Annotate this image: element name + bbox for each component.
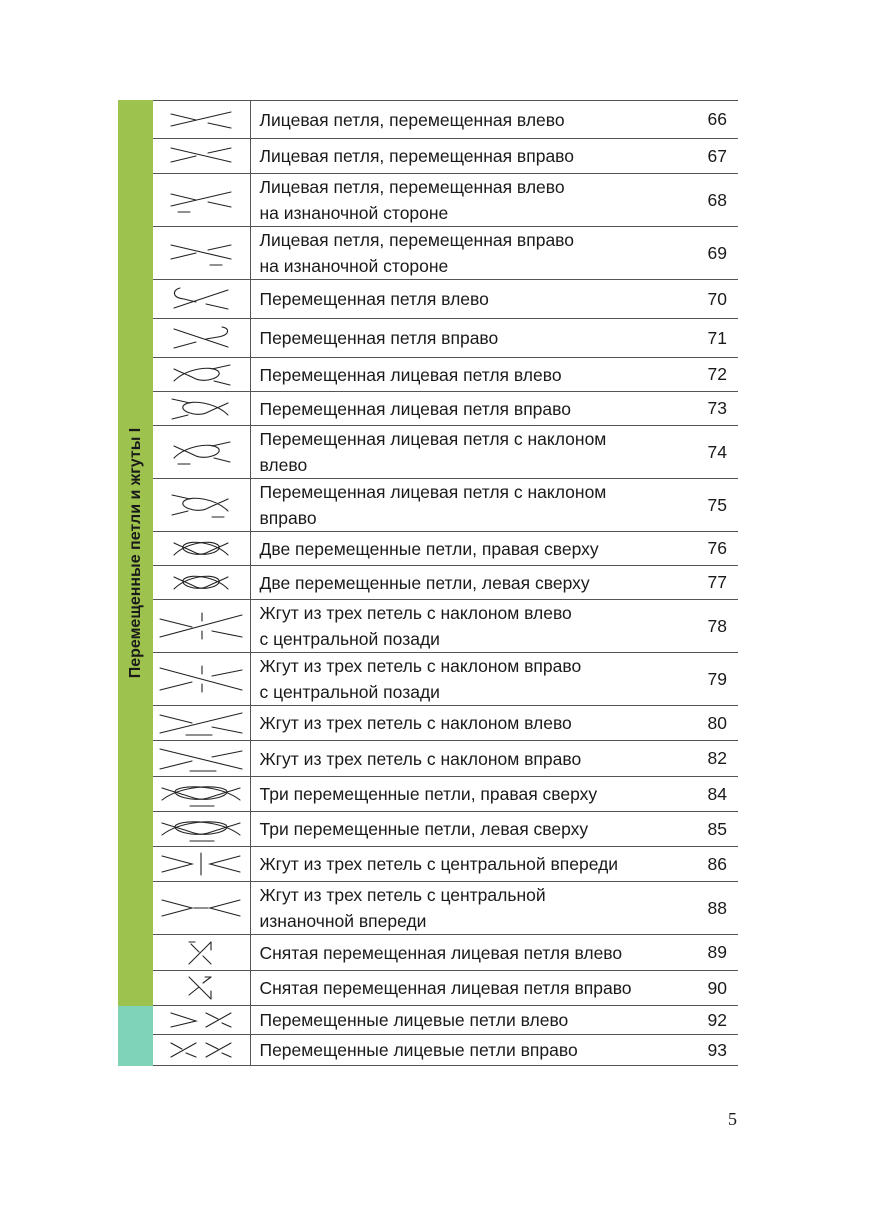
double-loop-right-top-icon <box>166 535 236 563</box>
contents-table <box>153 100 738 1066</box>
row-page: 74 <box>707 441 727 462</box>
cross-right-icon <box>166 142 236 170</box>
table-row[interactable] <box>153 1035 738 1066</box>
cross-left-purl-icon <box>166 184 236 216</box>
table-row[interactable] <box>153 280 738 319</box>
knit-cross-right-icon <box>166 1039 236 1061</box>
row-page: 84 <box>707 783 727 804</box>
table-row[interactable] <box>153 600 738 653</box>
loop-knit-slant-left-icon <box>166 436 236 468</box>
table-row[interactable] <box>153 706 738 741</box>
row-page: 73 <box>707 398 727 418</box>
row-title: Две перемещенные петли, правая сверху <box>259 538 599 559</box>
table-row[interactable] <box>153 532 738 566</box>
row-title: Перемещенная лицевая петля с наклоном вправо <box>259 482 607 528</box>
table-row[interactable] <box>153 479 738 532</box>
table-row[interactable] <box>153 847 738 882</box>
cross-right-purl-icon <box>166 237 236 269</box>
table-row[interactable] <box>153 653 738 706</box>
table-row[interactable] <box>153 392 738 426</box>
row-title: Лицевая петля, перемещенная вправо <box>259 146 575 166</box>
table-row[interactable] <box>153 426 738 479</box>
section-title: Перемещенные петли и жгуты I <box>126 427 144 679</box>
triple-loop-right-top-icon <box>156 780 246 808</box>
triple-loop-left-top-icon <box>156 815 246 843</box>
row-page: 82 <box>707 748 727 768</box>
loop-knit-right-icon <box>166 395 236 423</box>
knit-cross-left-icon <box>166 1009 236 1031</box>
row-title: Снятая перемещенная лицевая петля влево <box>259 942 623 963</box>
table-row[interactable] <box>153 882 738 935</box>
row-title: Две перемещенные петли, левая сверху <box>259 572 590 593</box>
table-row[interactable] <box>153 935 738 971</box>
row-title: Снятая перемещенная лицевая петля вправо <box>259 978 632 998</box>
row-title: Перемещенные лицевые петли вправо <box>259 1040 578 1060</box>
cable3-center-purl-front-icon <box>156 893 246 923</box>
row-title: Жгут из трех петель с наклоном вправо с центральной позади <box>259 656 582 702</box>
row-page: 78 <box>707 615 727 636</box>
row-title: Жгут из трех петель с центральной изнаночной впереди <box>259 885 546 931</box>
row-title: Жгут из трех петель с наклоном вправо <box>259 748 582 769</box>
row-title: Лицевая петля, перемещенная влево на изнаночной стороне <box>259 177 565 223</box>
row-title: Жгут из трех петель с наклоном влево <box>259 713 572 733</box>
row-title: Перемещенная лицевая петля с наклоном влево <box>259 429 607 475</box>
row-page: 93 <box>707 1039 727 1060</box>
double-loop-left-top-icon <box>166 569 236 597</box>
row-title: Лицевая петля, перемещенная влево <box>259 109 565 130</box>
table-row[interactable] <box>153 174 738 227</box>
table-row[interactable] <box>153 139 738 174</box>
cable3-right-icon <box>156 745 246 773</box>
table-row[interactable] <box>153 777 738 812</box>
row-page: 67 <box>707 145 727 166</box>
slipped-knit-left-icon <box>181 938 221 968</box>
row-page: 90 <box>707 977 727 998</box>
cable3-center-front-icon <box>156 850 246 878</box>
row-page: 80 <box>707 712 727 733</box>
slipped-knit-right-icon <box>181 973 221 1003</box>
cable3-left-icon <box>156 709 246 737</box>
row-page: 72 <box>707 364 727 384</box>
row-page: 85 <box>707 818 727 839</box>
row-title: Перемещенные лицевые петли влево <box>259 1010 569 1030</box>
loop-cross-left-icon <box>166 284 236 314</box>
table-row[interactable] <box>153 971 738 1006</box>
next-section-marker <box>118 1006 153 1066</box>
row-page: 69 <box>707 242 727 263</box>
section-sidebar <box>118 100 153 1006</box>
page-number: 5 <box>728 1109 737 1129</box>
row-page: 76 <box>707 538 727 558</box>
loop-knit-slant-right-icon <box>166 489 236 521</box>
row-title: Перемещенная лицевая петля вправо <box>259 398 571 419</box>
row-page: 70 <box>707 288 727 309</box>
row-title: Перемещенная лицевая петля влево <box>259 364 562 385</box>
cable3-left-center-back-icon <box>156 609 246 643</box>
table-row[interactable] <box>153 812 738 847</box>
table-row[interactable] <box>153 1006 738 1035</box>
row-page: 79 <box>707 668 727 689</box>
row-title: Лицевая петля, перемещенная вправо на изнаночной стороне <box>259 230 575 276</box>
loop-cross-right-icon <box>166 323 236 353</box>
table-row[interactable] <box>153 358 738 392</box>
table-row[interactable] <box>153 566 738 600</box>
row-page: 75 <box>707 494 727 515</box>
row-page: 66 <box>707 109 727 129</box>
row-page: 92 <box>707 1009 727 1030</box>
cross-left-icon <box>166 106 236 134</box>
table-row[interactable] <box>153 319 738 358</box>
row-title: Жгут из трех петель с центральной впереди <box>259 854 619 874</box>
loop-knit-left-icon <box>166 361 236 389</box>
cable3-right-center-back-icon <box>156 662 246 696</box>
row-page: 88 <box>707 897 727 918</box>
row-page: 86 <box>707 853 727 874</box>
row-title: Три перемещенные петли, правая сверху <box>259 784 598 804</box>
row-title: Перемещенная петля вправо <box>259 328 499 348</box>
row-page: 89 <box>707 942 727 962</box>
row-page: 71 <box>707 327 727 348</box>
row-page: 68 <box>707 189 727 210</box>
row-title: Три перемещенные петли, левая сверху <box>259 819 589 839</box>
row-title: Жгут из трех петель с наклоном влево с центральной позади <box>259 603 572 649</box>
table-row[interactable] <box>153 101 738 139</box>
row-page: 77 <box>707 572 727 592</box>
row-title: Перемещенная петля влево <box>259 289 489 309</box>
table-row[interactable] <box>153 227 738 280</box>
table-row[interactable] <box>153 741 738 777</box>
